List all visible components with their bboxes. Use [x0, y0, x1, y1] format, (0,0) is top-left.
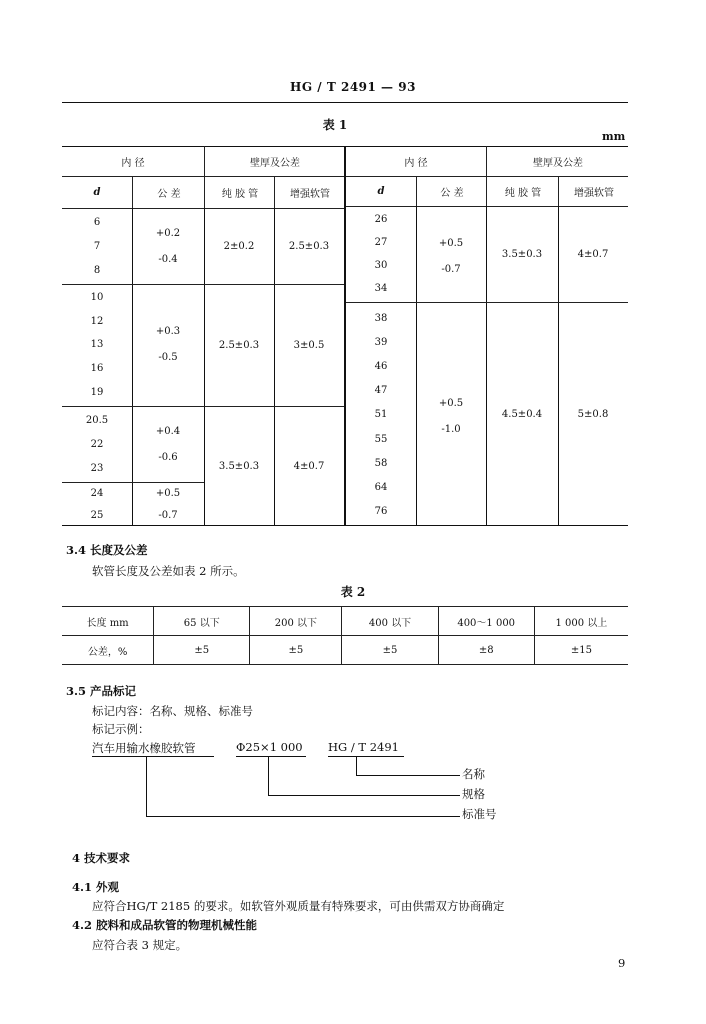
th-inner-diameter-left: 内 径	[121, 157, 145, 169]
tol-cell: +0.5	[438, 397, 464, 409]
t2-header-cell: 200 以下	[250, 607, 342, 636]
reinf-cell: 4±0.7	[293, 460, 325, 472]
label-spec: 规格	[462, 787, 485, 801]
d-cell: 64	[374, 482, 388, 494]
connector-name-horizontal	[146, 816, 460, 817]
d-cell: 58	[374, 457, 388, 469]
d-cell: 20.5	[85, 414, 109, 426]
tol-cell: -1.0	[441, 423, 461, 435]
tol-cell: -0.5	[158, 351, 178, 363]
d-cell: 30	[374, 260, 388, 271]
pure-cell: 4.5±0.4	[501, 408, 543, 420]
d-cell: 12	[90, 315, 104, 327]
table1-right-half	[346, 146, 628, 526]
th-pure-left: 纯 胶 管	[204, 176, 275, 208]
d-cell: 34	[374, 283, 388, 294]
section-4-1-heading: 4.1 外观	[72, 880, 120, 894]
tol-cell: -0.4	[158, 253, 178, 265]
header-rule	[62, 102, 628, 103]
t2-value-cell: ±15	[534, 636, 628, 665]
th-reinf-left: 增强软管	[274, 176, 345, 208]
label-std: 标准号	[462, 807, 497, 821]
pure-cell: 3.5±0.3	[218, 460, 260, 472]
reinf-cell: 3±0.5	[293, 339, 325, 351]
tol-cell: +0.4	[155, 425, 181, 437]
tol-cell: -0.7	[158, 509, 178, 521]
th-wall-left: 壁厚及公差	[204, 146, 345, 176]
section-3-5-heading: 3.5 产品标记	[66, 684, 137, 698]
d-cell: 55	[374, 433, 388, 445]
d-cell: 13	[90, 339, 104, 351]
d-cell: 27	[374, 237, 388, 248]
d-cell: 23	[90, 462, 104, 474]
pure-cell: 2.5±0.3	[218, 339, 260, 351]
d-cell: 10	[90, 292, 104, 304]
table1-left-half	[62, 146, 344, 526]
th-inner-diameter-right: 内 径	[404, 157, 428, 169]
table1	[62, 146, 628, 526]
section-3-4-text: 软管长度及公差如表 2 所示。	[92, 564, 245, 578]
d-cell: 16	[90, 363, 104, 375]
t2-value-cell: ±8	[438, 636, 534, 665]
example-name: 汽车用输水橡胶软管	[92, 741, 196, 755]
reinf-cell: 5±0.8	[577, 408, 609, 420]
table2-title: 表 2	[340, 585, 366, 599]
d-cell: 6	[93, 216, 101, 228]
example-spec: Φ25×1 000	[236, 740, 303, 754]
section-4-2-text: 应符合表 3 规定。	[92, 938, 188, 952]
connector-std-vertical	[356, 756, 357, 776]
section-3-5-line2: 标记示例：	[92, 722, 150, 736]
th-tol-left: 公 差	[132, 176, 205, 208]
d-cell: 25	[90, 509, 104, 521]
pure-cell: 3.5±0.3	[501, 248, 543, 260]
t2-header-cell: 长度 mm	[62, 607, 154, 636]
tol-cell: -0.7	[441, 263, 461, 275]
t2-value-cell: 公差，%	[62, 636, 154, 665]
connector-spec-horizontal	[268, 795, 460, 796]
section-4-heading: 4 技术要求	[72, 851, 131, 865]
d-cell: 76	[374, 506, 388, 518]
tol-cell: +0.3	[155, 325, 181, 337]
t2-header-cell: 1 000 以上	[534, 607, 628, 636]
t2-value-cell: ±5	[250, 636, 342, 665]
t2-header-cell: 400～1 000	[438, 607, 534, 636]
d-cell: 38	[374, 312, 388, 324]
th-reinf-right: 增强软管	[558, 176, 629, 206]
reinf-cell: 2.5±0.3	[288, 240, 330, 252]
section-4-2-heading: 4.2 胶料和成品软管的物理机械性能	[72, 918, 258, 932]
d-cell: 24	[90, 487, 104, 499]
d-cell: 7	[93, 240, 101, 252]
th-d-left: d	[93, 186, 101, 198]
connector-name-vertical	[146, 756, 147, 817]
t2-value-cell: ±5	[154, 636, 250, 665]
tol-cell: -0.6	[158, 451, 178, 463]
table2	[62, 606, 628, 665]
d-cell: 26	[374, 214, 388, 225]
page-number: 9	[618, 956, 626, 970]
page-header: HG / T 2491 — 93	[290, 80, 416, 94]
pure-cell: 2±0.2	[223, 240, 255, 252]
table1-title: 表 1	[322, 118, 348, 132]
t2-header-cell: 65 以下	[154, 607, 250, 636]
example-std-underline	[328, 756, 404, 757]
table1-unit: mm	[602, 130, 626, 143]
th-pure-right: 纯 胶 管	[486, 176, 559, 206]
example-name-underline	[92, 756, 214, 757]
d-cell: 22	[90, 438, 104, 450]
t2-header-cell: 400 以下	[342, 607, 438, 636]
th-d-right: d	[377, 185, 385, 197]
d-cell: 39	[374, 336, 388, 348]
d-cell: 47	[374, 385, 388, 397]
d-cell: 46	[374, 361, 388, 373]
example-std: HG / T 2491	[328, 740, 399, 754]
d-cell: 8	[93, 264, 101, 276]
connector-std-horizontal	[356, 775, 460, 776]
section-3-5-line1: 标记内容：名称、规格、标准号	[92, 704, 253, 718]
t2-value-cell: ±5	[342, 636, 438, 665]
connector-spec-vertical	[268, 756, 269, 796]
section-4-1-text: 应符合HG/T 2185 的要求。如软管外观质量有特殊要求，可由供需双方协商确定	[92, 899, 505, 913]
d-cell: 51	[374, 409, 388, 421]
th-wall-right: 壁厚及公差	[486, 146, 629, 176]
tol-cell: +0.5	[438, 237, 464, 249]
label-name: 名称	[462, 767, 485, 781]
tol-cell: +0.2	[155, 227, 181, 239]
example-spec-underline	[236, 756, 306, 757]
d-cell: 19	[90, 386, 104, 398]
th-tol-right: 公 差	[416, 176, 487, 206]
reinf-cell: 4±0.7	[577, 248, 609, 260]
section-3-4-heading: 3.4 长度及公差	[66, 543, 148, 557]
tol-cell: +0.5	[155, 487, 181, 499]
